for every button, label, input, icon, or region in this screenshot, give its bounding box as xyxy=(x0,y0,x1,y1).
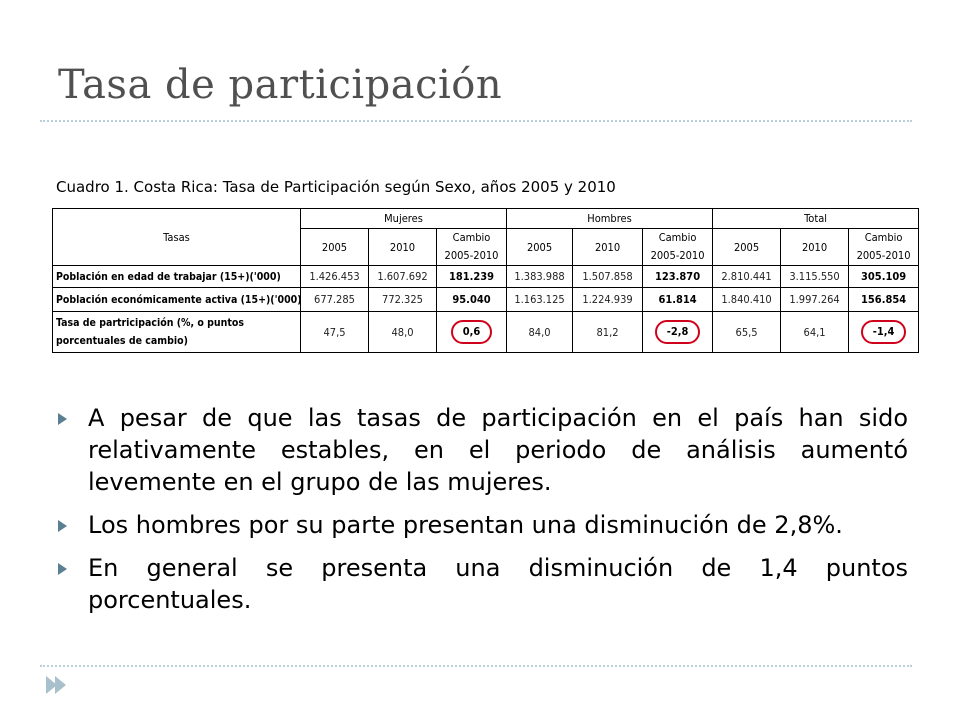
bullet-item xyxy=(56,402,908,498)
table-cell: 1.840.410 xyxy=(713,288,781,312)
header-mujeres: Mujeres xyxy=(301,209,507,229)
table-row xyxy=(53,312,919,353)
highlight-circle-mujeres: 0,6 xyxy=(451,320,493,344)
header-hombres-2005: 2005 xyxy=(507,229,573,266)
bullet-list xyxy=(56,402,908,627)
table-cell: 1.426.453 xyxy=(301,266,369,288)
header-hombres-2010: 2010 xyxy=(573,229,643,266)
table-cell: 47,5 xyxy=(301,312,369,353)
header-total-cambio xyxy=(849,229,919,266)
row-label: Población en edad de trabajar (15+)('000) xyxy=(53,266,301,288)
participation-table xyxy=(52,208,919,353)
chevron-right-icon xyxy=(55,676,66,694)
cambio-label: Cambio xyxy=(864,231,903,244)
table-cell: 64,1 xyxy=(781,312,849,353)
bullet-text: En general se presenta una disminución de 1,4 puntos porcentuales. xyxy=(88,554,908,614)
table-cell: 1.224.939 xyxy=(573,288,643,312)
header-total: Total xyxy=(713,209,919,229)
bullet-text: Los hombres por su parte presentan una disminución de 2,8%. xyxy=(88,511,843,539)
double-chevron-icon[interactable] xyxy=(46,676,70,694)
cambio-label: Cambio xyxy=(452,231,491,244)
header-mujeres-2005: 2005 xyxy=(301,229,369,266)
cambio-period: 2005-2010 xyxy=(444,249,499,262)
table-cell: 2.810.441 xyxy=(713,266,781,288)
bullet-item xyxy=(56,552,908,616)
header-mujeres-2010: 2010 xyxy=(369,229,437,266)
header-hombres: Hombres xyxy=(507,209,713,229)
bullet-item xyxy=(56,509,908,541)
table-cell: 156.854 xyxy=(849,288,919,312)
table-cell: 181.239 xyxy=(437,266,507,288)
row-label: Población económicamente activa (15+)('000) xyxy=(53,288,301,312)
table-cell: 1.997.264 xyxy=(781,288,849,312)
triangle-bullet-icon xyxy=(58,563,67,575)
table-cell xyxy=(643,312,713,353)
table-row xyxy=(53,266,919,288)
header-total-2010: 2010 xyxy=(781,229,849,266)
table-cell: 1.507.858 xyxy=(573,266,643,288)
bullet-text: A pesar de que las tasas de participación en el país han sido relativamente estables, en el periodo de análisis aumentó levemente en el grupo de las mujeres. xyxy=(88,404,908,496)
table-caption: Cuadro 1. Costa Rica: Tasa de Participación según Sexo, años 2005 y 2010 xyxy=(56,178,616,196)
cambio-period: 2005-2010 xyxy=(856,249,911,262)
cambio-period: 2005-2010 xyxy=(650,249,705,262)
table-cell: 61.814 xyxy=(643,288,713,312)
header-total-2005: 2005 xyxy=(713,229,781,266)
triangle-bullet-icon xyxy=(58,520,67,532)
title-divider xyxy=(40,120,912,122)
row-label: Tasa de partricipación (%, o puntos porcentuales de cambio) xyxy=(53,312,301,353)
table-cell: 84,0 xyxy=(507,312,573,353)
header-mujeres-cambio xyxy=(437,229,507,266)
table-row xyxy=(53,288,919,312)
table-cell: 81,2 xyxy=(573,312,643,353)
table-cell: 772.325 xyxy=(369,288,437,312)
table-cell: 65,5 xyxy=(713,312,781,353)
table-cell: 677.285 xyxy=(301,288,369,312)
table-cell: 305.109 xyxy=(849,266,919,288)
header-tasas: Tasas xyxy=(53,209,301,266)
slide-title: Tasa de participación xyxy=(58,62,503,108)
footer-divider xyxy=(40,665,912,667)
highlight-circle-hombres: -2,8 xyxy=(655,320,701,344)
highlight-circle-total: -1,4 xyxy=(861,320,907,344)
triangle-bullet-icon xyxy=(58,413,67,425)
table-cell xyxy=(849,312,919,353)
table-cell: 1.607.692 xyxy=(369,266,437,288)
cambio-label: Cambio xyxy=(658,231,697,244)
table-cell: 3.115.550 xyxy=(781,266,849,288)
table-cell xyxy=(437,312,507,353)
table-cell: 1.383.988 xyxy=(507,266,573,288)
table-cell: 1.163.125 xyxy=(507,288,573,312)
table-cell: 123.870 xyxy=(643,266,713,288)
table-cell: 48,0 xyxy=(369,312,437,353)
table-cell: 95.040 xyxy=(437,288,507,312)
header-hombres-cambio xyxy=(643,229,713,266)
